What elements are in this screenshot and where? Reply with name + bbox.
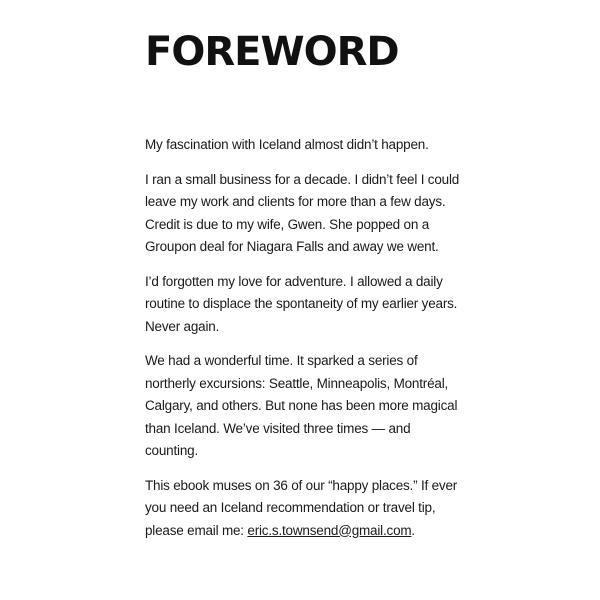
- email-link[interactable]: eric.s.townsend@gmail.com: [247, 522, 412, 538]
- paragraph-5: [145, 475, 465, 543]
- paragraph-2: I ran a small business for a decade. I didn’t feel I could leave my work and clients for more than a few days. Credit is due to my wife, Gwen. She popped on a Groupon deal for Niagara Falls and away we went.: [145, 171, 460, 254]
- foreword-body: [145, 134, 465, 542]
- paragraph-1: My fascination with Iceland almost didn’t happen.: [145, 137, 429, 152]
- page-title: FOREWORD: [145, 29, 399, 75]
- foreword-page: [145, 28, 465, 554]
- paragraph-4: We had a wonderful time. It sparked a series of northerly excursions: Seattle, Minneapolis, Montréal, Calgary, and others. But none has been more magical than Iceland. We’ve visited three times — and counting.: [145, 353, 458, 458]
- paragraph-3: I’d forgotten my love for adventure. I allowed a daily routine to displace the spontaneity of my earlier years. Never again.: [145, 273, 458, 334]
- paragraph-5-text: This ebook muses on 36 of our “happy places.” If ever you need an Iceland recommendation or travel tip, please email me:: [145, 477, 458, 538]
- paragraph-5-end: .: [411, 522, 415, 538]
